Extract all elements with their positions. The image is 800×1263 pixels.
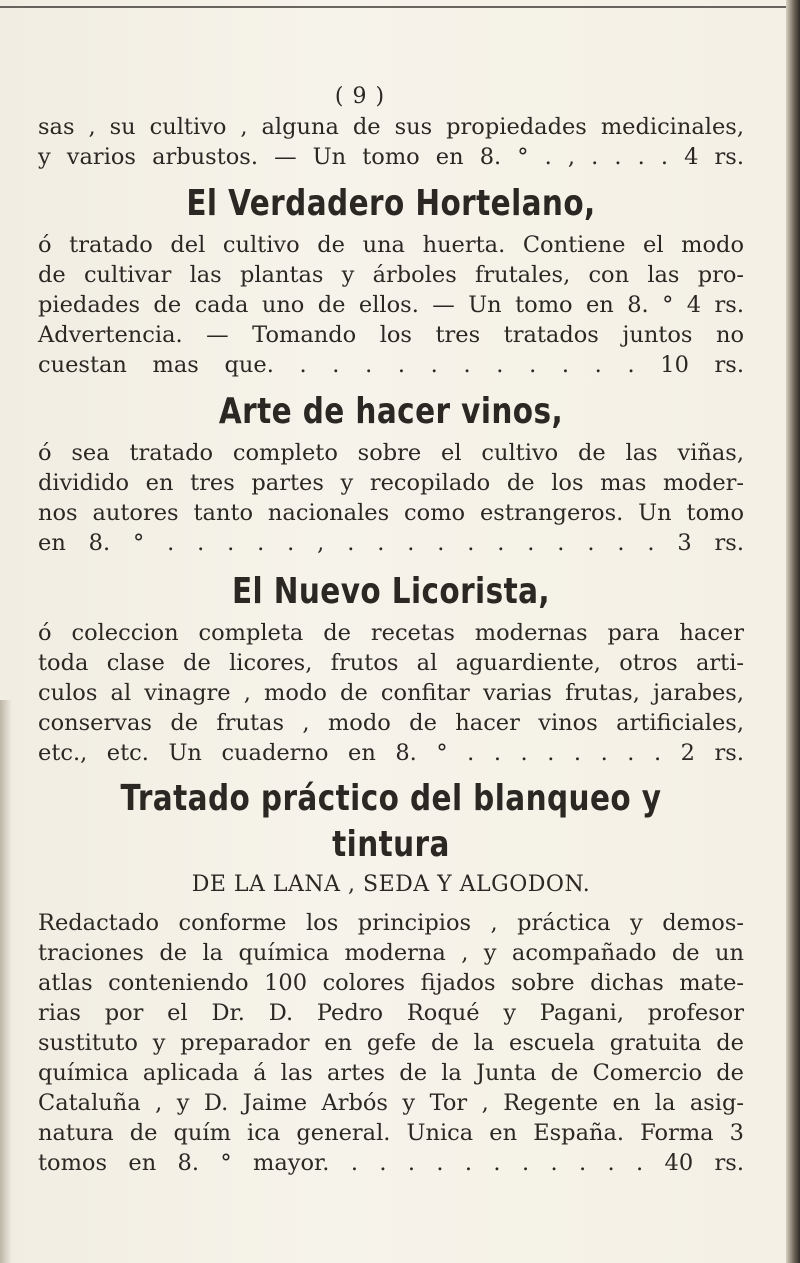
entry-line: nos autores tanto nacionales como estrangeros. Un tomo — [38, 500, 744, 526]
entry-title-verdadero-hortelano: El Verdadero Hortelano, — [186, 183, 596, 224]
entry-line: tomos en 8. ° mayor. . . . . . . . . . . . 40 rs. — [38, 1150, 744, 1176]
entry-line: ó tratado del cultivo de una huerta. Contiene el modo — [38, 232, 744, 258]
entry-line: en 8. ° . . . . . , . . . . . . . . . . . 3 rs. — [38, 530, 744, 556]
page-content — [38, 112, 744, 1178]
entry-description-tratado-blanqueo — [38, 908, 744, 1178]
top-rule — [0, 6, 800, 8]
entry-line: dividido en tres partes y recopilado de los mas moder- — [38, 470, 744, 496]
entry-line: sustituto y preparador en gefe de la escuela gratuita de — [38, 1030, 744, 1056]
continuation-line-1: sas , su cultivo , alguna de sus propiedades medicinales, — [38, 114, 744, 140]
entry-description-verdadero-hortelano — [38, 230, 744, 380]
entry-description-nuevo-licorista — [38, 618, 744, 768]
entry-line: natura de quím ica general. Unica en España. Forma 3 — [38, 1120, 744, 1146]
page-number: ( 9 ) — [334, 84, 386, 109]
entry-line: etc., etc. Un cuaderno en 8. ° . . . . . . . . 2 rs. — [38, 740, 744, 766]
continuation-paragraph — [38, 112, 744, 172]
entry-line: piedades de cada uno de ellos. — Un tomo en 8. ° 4 rs. — [38, 292, 744, 318]
entry-line: atlas conteniendo 100 colores fijados sobre dichas mate- — [38, 970, 744, 996]
entry-line: culos al vinagre , modo de confitar varias frutas, jarabes, — [38, 680, 744, 706]
entry-subtitle-tratado-blanqueo: DE LA LANA , SEDA Y ALGODON. — [191, 872, 591, 897]
entry-description-arte-hacer-vinos — [38, 438, 744, 558]
entry-line: traciones de la química moderna , y acompañado de un — [38, 940, 744, 966]
entry-title-nuevo-licorista: El Nuevo Licorista, — [231, 571, 551, 612]
entry-title-arte-hacer-vinos: Arte de hacer vinos, — [218, 391, 564, 432]
entry-line: de cultivar las plantas y árboles frutales, con las pro- — [38, 262, 744, 288]
entry-line: toda clase de licores, frutos al aguardiente, otros arti- — [38, 650, 744, 676]
page-shadow — [0, 700, 12, 1263]
entry-line: Redactado conforme los principios , práctica y demos- — [38, 910, 744, 936]
entry-line: ó coleccion completa de recetas modernas para hacer — [38, 620, 744, 646]
entry-line: Cataluña , y D. Jaime Arbós y Tor , Regente en la asig- — [38, 1090, 744, 1116]
entry-line: conservas de frutas , modo de hacer vinos artificiales, — [38, 710, 744, 736]
page-binding-edge — [786, 0, 800, 1263]
entry-line: cuestan mas que. . . . . . . . . . . . 10 rs. — [38, 352, 744, 378]
entry-line: Advertencia. — Tomando los tres tratados juntos no — [38, 322, 744, 348]
continuation-line-2: y varios arbustos. — Un tomo en 8. ° . , . . . . 4 rs. — [38, 144, 744, 170]
entry-line: química aplicada á las artes de la Junta de Comercio de — [38, 1060, 744, 1086]
entry-line: ó sea tratado completo sobre el cultivo de las viñas, — [38, 440, 744, 466]
entry-title-tratado-blanqueo: Tratado práctico del blanqueo y tintura — [120, 778, 662, 865]
entry-line: rias por el Dr. D. Pedro Roqué y Pagani, profesor — [38, 1000, 744, 1026]
